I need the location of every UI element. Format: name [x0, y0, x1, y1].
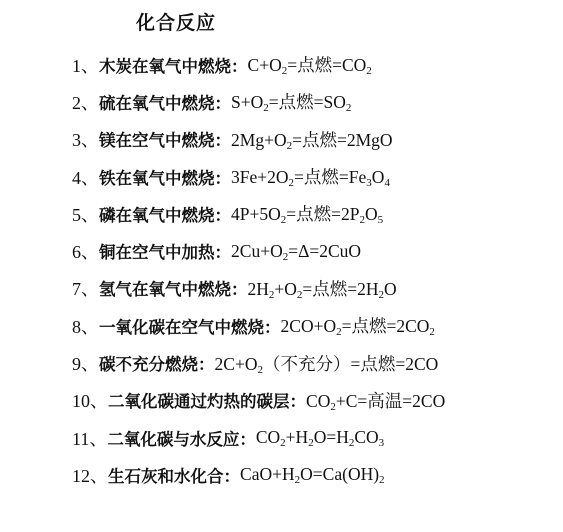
chemical-equation: $4P+5O_2=$点燃$=2P_2O_5$	[231, 204, 384, 227]
reaction-item	[72, 307, 560, 344]
item-number: 10、	[72, 391, 108, 412]
item-number: 3、	[72, 130, 99, 151]
reaction-description: 一氧化碳在空气中燃烧：	[99, 317, 281, 337]
item-number: 11、	[72, 428, 108, 449]
reaction-item	[72, 232, 560, 269]
reaction-description: 磷在氧气中燃烧：	[99, 205, 231, 225]
reaction-item	[72, 83, 560, 120]
item-number: 4、	[72, 167, 99, 188]
chemical-equation: $2CO+O_2=$点燃$=2CO_2$	[280, 316, 435, 339]
reaction-description: 镁在空气中燃烧：	[99, 131, 231, 151]
item-number: 9、	[72, 354, 99, 375]
reaction-description: 铜在空气中加热：	[99, 243, 231, 263]
reaction-item	[72, 121, 560, 158]
reaction-item	[72, 382, 560, 419]
chemical-equation: $3Fe+2O_2=$点燃$=Fe_3O_4$	[231, 167, 390, 190]
chemical-equation: $2Cu+O_2=\Delta=2CuO$	[231, 240, 362, 263]
reaction-item	[72, 270, 560, 307]
reaction-item	[72, 195, 560, 232]
reaction-description: 铁在氧气中燃烧：	[99, 168, 231, 188]
reaction-list	[72, 46, 560, 494]
reaction-description: 生石灰和水化合：	[108, 466, 240, 486]
chemical-equation: $CaO+H_2O=Ca(OH)_2$	[240, 464, 385, 487]
item-number: 7、	[72, 279, 99, 300]
chemical-equation: $2C+O_2$（不充分）=点燃=2CO	[214, 353, 439, 376]
reaction-description: 二氧化碳通过灼热的碳层：	[108, 392, 306, 412]
reaction-item	[72, 456, 560, 493]
chemical-equation: $2Mg+O_2=$点燃=2MgO	[231, 129, 393, 152]
reaction-item	[72, 46, 560, 83]
reaction-item	[72, 158, 560, 195]
item-number: 6、	[72, 242, 99, 263]
chemical-equation: $CO_2+C=$高温=2CO	[306, 390, 446, 413]
reaction-description: 二氧化碳与水反应：	[107, 429, 256, 449]
item-number: 2、	[72, 92, 99, 113]
item-number: 1、	[72, 55, 99, 76]
chemical-equation: $C+O_2=$点燃$=CO_2$	[247, 55, 372, 78]
chemical-equation: $2H_2+O_2=$点燃$=2H_2O$	[247, 278, 397, 301]
reaction-item	[72, 344, 560, 381]
section-title: 化合反应	[136, 12, 217, 34]
item-number: 8、	[72, 316, 99, 337]
chemical-equation: $CO_2+H_2O=H_2CO_3$	[255, 427, 385, 450]
item-number: 12、	[72, 465, 108, 486]
reaction-description: 碳不充分燃烧：	[99, 355, 215, 375]
reaction-description: 木炭在氧气中燃烧：	[99, 56, 248, 76]
reaction-description: 硫在氧气中燃烧：	[99, 93, 231, 113]
reaction-description: 氢气在氧气中燃烧：	[99, 280, 248, 300]
reaction-item	[72, 419, 560, 456]
chemical-equation: $S+O_2=$点燃$=SO_2$	[231, 92, 352, 115]
item-number: 5、	[72, 204, 99, 225]
